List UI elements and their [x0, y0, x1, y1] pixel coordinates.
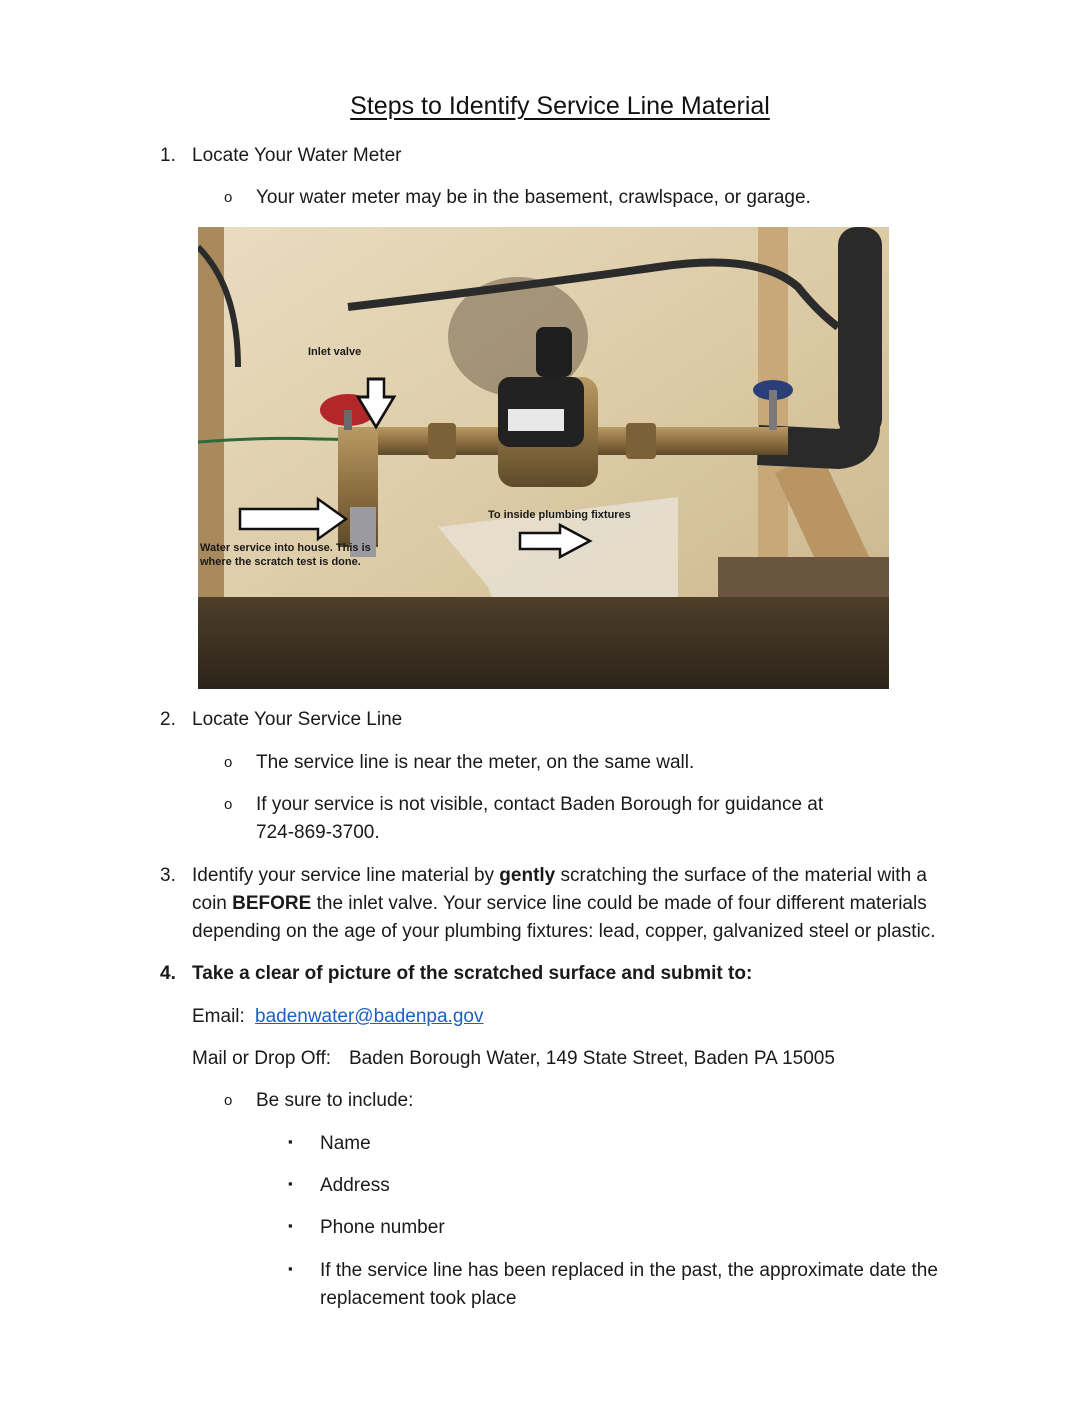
include-item-phone: Phone number — [320, 1217, 445, 1238]
step-4-number: 4. — [160, 963, 176, 984]
include-item-address: Address — [320, 1175, 390, 1196]
include-intro: Be sure to include: — [256, 1090, 414, 1111]
step-2-bullet-1: The service line is near the meter, on the same wall. — [256, 752, 695, 773]
step-3-text-a: Identify your service line material by — [192, 865, 500, 886]
step-1-number: 1. — [160, 145, 176, 166]
step-3-number: 3. — [160, 865, 176, 886]
step-2-bullet-2-line-2: 724-869-3700. — [256, 822, 380, 843]
water-meter-illustration — [198, 227, 889, 689]
step-1-bullet: Your water meter may be in the basement, crawlspace, or garage. — [256, 187, 811, 208]
step-3-line-1 — [192, 862, 927, 890]
item-marker: ▪ — [288, 1261, 293, 1276]
step-2-bullet-1-marker: o — [224, 754, 233, 771]
step-3-text-d: the inlet valve. Your service line could be made of four different materials — [311, 893, 927, 914]
step-3-text-c: coin — [192, 893, 233, 914]
step-1-bullet-marker: o — [224, 189, 233, 206]
item-marker: ▪ — [288, 1176, 293, 1191]
include-bullet-marker: o — [224, 1092, 233, 1109]
mail-label: Mail or Drop Off: — [192, 1048, 332, 1069]
page-title: Steps to Identify Service Line Material — [350, 92, 770, 120]
label-inlet-valve: Inlet valve — [308, 346, 362, 358]
include-item-name: Name — [320, 1133, 371, 1154]
step-2-bullet-2-line-1: If your service is not visible, contact Baden Borough for guidance at — [256, 794, 824, 815]
step-3-bold-before: BEFORE — [232, 893, 312, 914]
email-label: Email: — [192, 1006, 245, 1027]
step-1-heading: Locate Your Water Meter — [192, 145, 402, 166]
item-marker: ▪ — [288, 1218, 293, 1233]
include-item-replacement-line-1: If the service line has been replaced in the past, the approximate date the — [320, 1260, 938, 1281]
step-3-line-2 — [192, 890, 927, 918]
step-3-line-3: depending on the age of your plumbing fixtures: lead, copper, galvanized steel or plastic. — [192, 921, 936, 942]
label-water-service-line-1: Water service into house. This is — [200, 542, 371, 554]
include-item-replacement-line-2: replacement took place — [320, 1288, 517, 1309]
step-4-heading: Take a clear of picture of the scratched surface and submit to: — [192, 963, 753, 984]
step-2-number: 2. — [160, 709, 176, 730]
step-2-bullet-2-marker: o — [224, 796, 233, 813]
item-marker: ▪ — [288, 1134, 293, 1149]
mail-address: Baden Borough Water, 149 State Street, Baden PA 15005 — [349, 1048, 835, 1069]
step-2-heading: Locate Your Service Line — [192, 709, 403, 730]
label-water-service-line-2: where the scratch test is done. — [200, 556, 361, 568]
water-meter-photo — [198, 227, 889, 689]
step-3-text-b: scratching the surface of the material with a — [555, 865, 927, 886]
step-3-bold-gently: gently — [499, 865, 556, 886]
email-link[interactable]: badenwater@badenpa.gov — [255, 1006, 484, 1027]
label-to-plumbing-fixtures: To inside plumbing fixtures — [488, 509, 631, 521]
